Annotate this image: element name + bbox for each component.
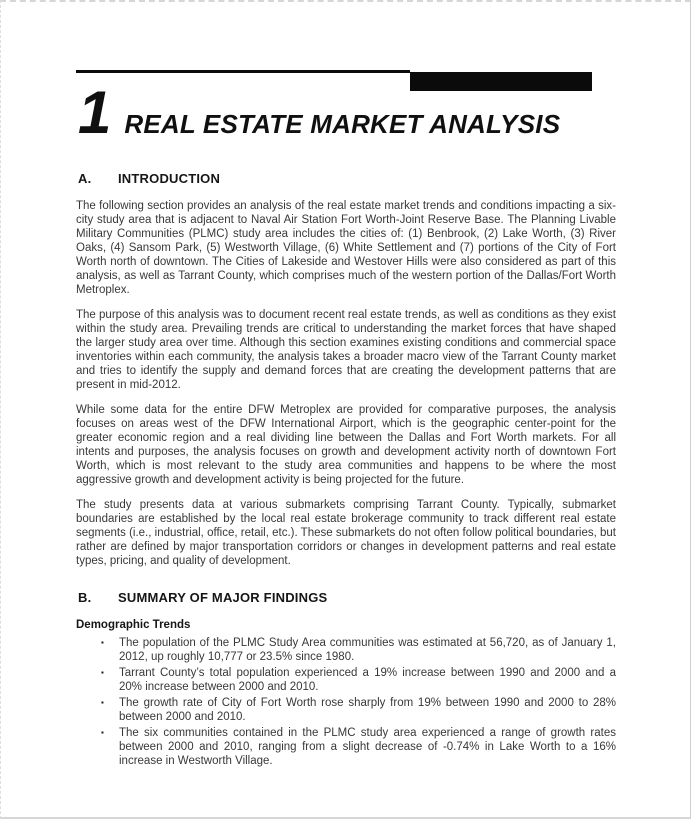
- list-item: [76, 696, 616, 724]
- section-introduction: [76, 171, 616, 568]
- section-a-heading-text: INTRODUCTION: [118, 171, 221, 186]
- demographic-trends-subheading: Demographic Trends: [76, 619, 191, 631]
- section-b-label: B.: [78, 590, 92, 605]
- bullet-square-icon: ▪: [101, 698, 104, 707]
- page-content: [76, 70, 616, 770]
- chapter-header: [76, 70, 616, 147]
- title-row: [78, 79, 616, 147]
- bullet-text-4: The six communities contained in the PLMC study area experienced a range of growth rates between 2000 and 2010, ranging from a slight decrease of -0.74% in Lake Worth to a 16% increase in Westworth Village.: [119, 727, 616, 767]
- bullet-square-icon: ▪: [101, 728, 104, 737]
- bullet-square-icon: ▪: [101, 668, 104, 677]
- bullet-square-icon: ▪: [101, 638, 104, 647]
- section-b-heading-text: SUMMARY OF MAJOR FINDINGS: [118, 590, 328, 605]
- intro-paragraph-4: The study presents data at various submarkets comprising Tarrant County. Typically, submarket boundaries are established by the local real estate brokerage community to track different real estate segments (i.e., industrial, office, retail, etc.). These submarkets do not often follow political boundaries, but rather are defined by major transportation corridors or changes in development patterns and real estate types, pricing, and quality of development.: [76, 499, 616, 567]
- bullet-text-1: The population of the PLMC Study Area communities was estimated at 56,720, as of January 1, 2012, up roughly 10,777 or 23.5% since 1980.: [119, 637, 616, 663]
- intro-paragraph-3: While some data for the entire DFW Metroplex are provided for comparative purposes, the analysis focuses on areas west of the DFW International Airport, which is the geographic center-point for the greater economic region and a real dividing line between the Dallas and Fort Worth markets. For all intents and purposes, the analysis focuses on growth and development activity north of downtown Fort Worth, which is most relevant to the study area communities and happens to be where the most aggressive growth and development activity is being projected for the future.: [76, 404, 616, 486]
- chapter-number: 1: [78, 79, 110, 147]
- list-item: [76, 636, 616, 664]
- list-item: [76, 726, 616, 768]
- header-thin-rule: [76, 70, 410, 73]
- list-item: [76, 666, 616, 694]
- intro-paragraph-1: The following section provides an analysis of the real estate market trends and conditions impacting a six-city study area that is adjacent to Naval Air Station Fort Worth-Joint Reserve Base. The Planning Livable Military Communities (PLMC) study area includes the cities of: (1) Benbrook, (2) Lake Worth, (3) River Oaks, (4) Sansom Park, (5) Westworth Village, (6) White Settlement and (7) portions of the City of Fort Worth north of downtown. The Cities of Lakeside and Westover Hills were also considered as part of this analysis, as well as Tarrant County, which comprises much of the western portion of the Dallas/Fort Worth Metroplex.: [76, 200, 616, 296]
- bullet-text-2: Tarrant County’s total population experienced a 19% increase between 1990 and 2000 and a 20% increase between 2000 and 2010.: [119, 667, 616, 693]
- findings-bullet-list: [76, 636, 616, 768]
- page-title: REAL ESTATE MARKET ANALYSIS: [124, 109, 561, 139]
- section-a-heading: [78, 171, 616, 186]
- section-a-label: A.: [78, 171, 92, 186]
- section-summary-of-major-findings: [76, 590, 616, 768]
- header-black-bar: [410, 72, 592, 91]
- bullet-text-3: The growth rate of City of Fort Worth rose sharply from 19% between 1990 and 2000 to 28% between 2000 and 2010.: [119, 697, 616, 723]
- header-rule: [76, 70, 616, 91]
- intro-paragraph-2: The purpose of this analysis was to document recent real estate trends, as well as conditions as they exist within the study area. Prevailing trends are critical to understanding the market forces that have shaped the larger study area over time. Although this section examines existing conditions and commercial space inventories within each community, the analysis takes a broader macro view of the Tarrant County market and tries to identify the supply and demand forces that are creating the development patterns that are present in mid-2012.: [76, 309, 616, 391]
- section-b-heading: [78, 590, 616, 605]
